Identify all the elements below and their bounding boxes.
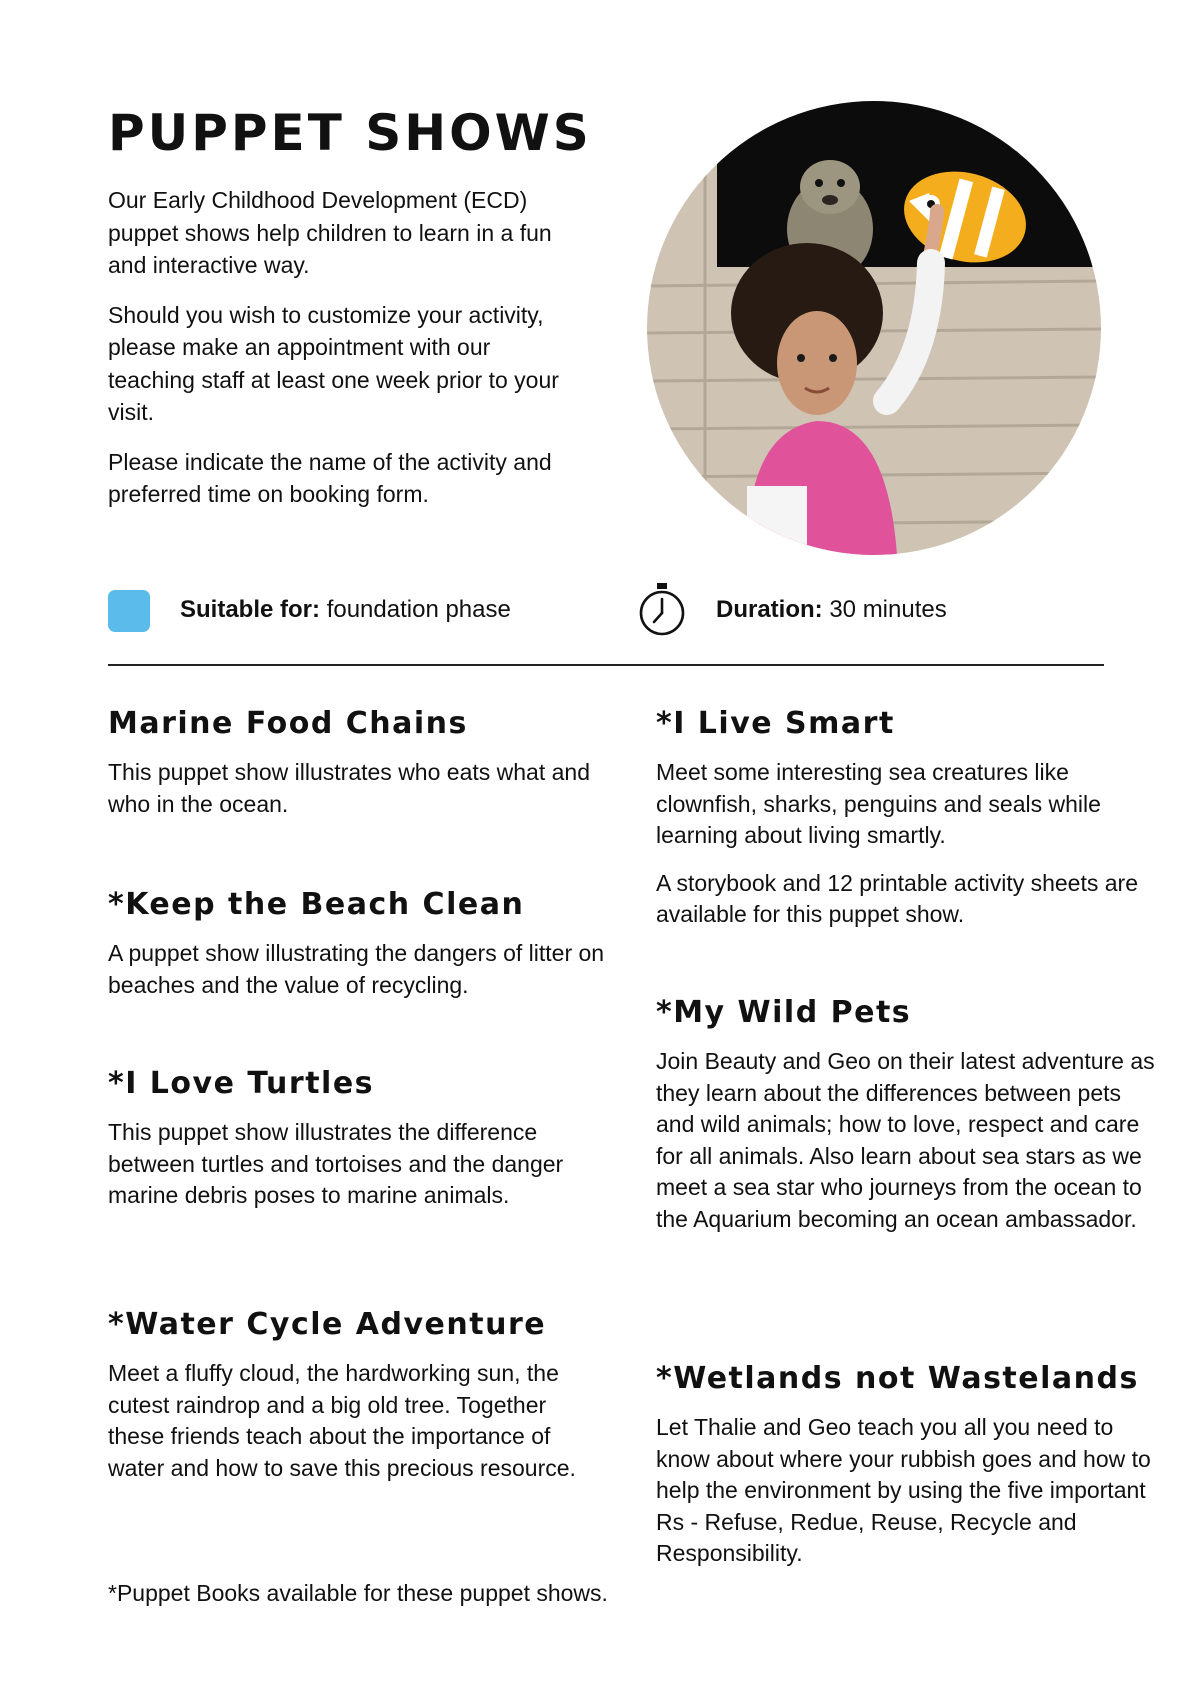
intro-paragraph: Our Early Childhood Development (ECD) puppet shows help children to learn in a fun and interactive way. bbox=[108, 187, 552, 278]
show-i-love-turtles bbox=[108, 1066, 608, 1228]
section-divider bbox=[108, 664, 1104, 666]
phase-indicator-swatch bbox=[108, 590, 150, 632]
duration-value: 30 minutes bbox=[829, 596, 947, 623]
show-description: Let Thalie and Geo teach you all you need to know about where your rubbish goes and how to help the environment by using the five important Rs - Refuse, Redue, Reuse, Recycle and Responsibility. bbox=[656, 1414, 1151, 1566]
show-marine-food-chains bbox=[108, 706, 608, 836]
show-description: Meet some interesting sea creatures like clownfish, sharks, penguins and seals while learning about living smartly. bbox=[656, 759, 1101, 848]
show-description: This puppet show illustrates who eats what and who in the ocean. bbox=[108, 759, 590, 817]
footnote: *Puppet Books available for these puppet shows. bbox=[108, 1580, 608, 1606]
show-title: *I Live Smart bbox=[656, 706, 895, 741]
show-description: This puppet show illustrates the difference between turtles and tortoises and the danger marine debris poses to marine animals. bbox=[108, 1119, 564, 1208]
show-title: *Water Cycle Adventure bbox=[108, 1307, 547, 1342]
show-wetlands-not-wastelands bbox=[656, 1361, 1156, 1586]
show-i-live-smart bbox=[656, 706, 1156, 947]
show-description: A storybook and 12 printable activity sheets are available for this puppet show. bbox=[656, 869, 1139, 927]
suitable-for bbox=[180, 596, 511, 624]
show-my-wild-pets bbox=[656, 995, 1156, 1251]
intro-paragraph: Should you wish to customize your activity, please make an appointment with our teaching staff at least one week prior to your visit. bbox=[108, 301, 559, 425]
stopwatch-icon bbox=[637, 582, 687, 643]
show-description: A puppet show illustrating the dangers of litter on beaches and the value of recycling. bbox=[108, 940, 605, 998]
child-with-puppets-photo bbox=[647, 101, 1101, 555]
suitable-label: Suitable for: bbox=[180, 596, 321, 623]
show-title: *I Love Turtles bbox=[108, 1066, 375, 1101]
intro-text bbox=[108, 184, 578, 528]
show-title: Marine Food Chains bbox=[108, 706, 468, 741]
show-description: Join Beauty and Geo on their latest adventure as they learn about the differences between pets and wild animals; how to love, respect and care for all animals. Also learn about sea stars as we meet a sea star who journeys from the ocean to the Aquarium becoming an ocean ambassador. bbox=[656, 1048, 1155, 1232]
show-title: *Wetlands not Wastelands bbox=[656, 1361, 1139, 1396]
intro-paragraph: Please indicate the name of the activity and preferred time on booking form. bbox=[108, 448, 552, 507]
info-row bbox=[108, 582, 1104, 638]
show-title: *Keep the Beach Clean bbox=[108, 887, 525, 922]
duration bbox=[716, 596, 947, 624]
show-description: Meet a fluffy cloud, the hardworking sun, the cutest raindrop and a big old tree. Together these friends teach about the importance of water and how to save this precious resource. bbox=[108, 1360, 576, 1481]
show-water-cycle-adventure bbox=[108, 1307, 608, 1500]
suitable-value: foundation phase bbox=[326, 596, 511, 623]
page-title: PUPPET SHOWS bbox=[108, 104, 592, 162]
duration-label: Duration: bbox=[716, 596, 823, 623]
show-keep-the-beach-clean bbox=[108, 887, 608, 1017]
show-title: *My Wild Pets bbox=[656, 995, 912, 1030]
